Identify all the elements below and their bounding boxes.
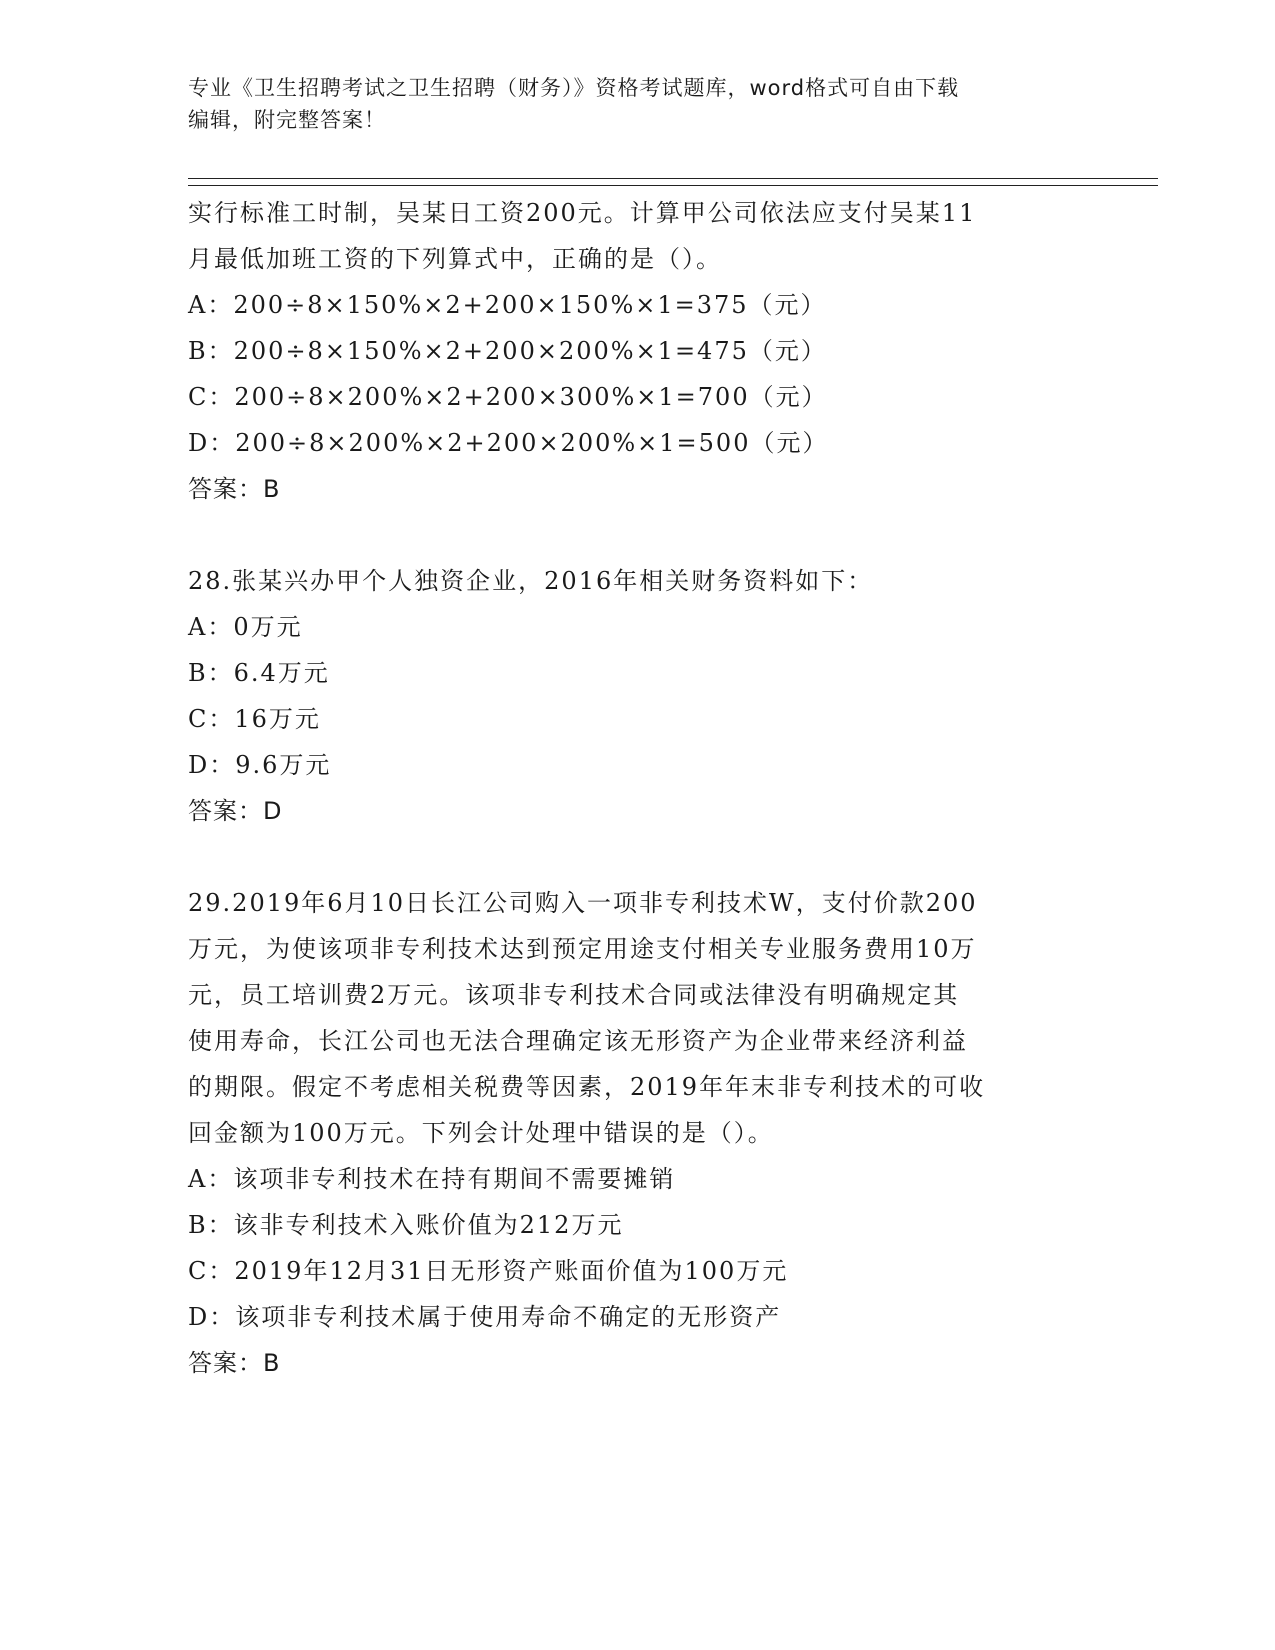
option-d: D：该项非专利技术属于使用寿命不确定的无形资产: [188, 1303, 782, 1331]
document-header: [188, 72, 1068, 136]
option-c: C：200÷8×200%×2+200×300%×1=700（元）: [188, 383, 828, 411]
answer-label: 答案：B: [188, 1349, 281, 1377]
option-b: B：该非专利技术入账价值为212万元: [188, 1211, 624, 1239]
question-stem-line: 的期限。假定不考虑相关税费等因素，2019年年末非专利技术的可收: [188, 1073, 986, 1101]
option-b: B：200÷8×150%×2+200×200%×1=475（元）: [188, 337, 827, 365]
header-rule-top: [188, 178, 1158, 179]
answer-label: 答案：B: [188, 475, 281, 503]
option-d: D：9.6万元: [188, 751, 332, 779]
spacer: [188, 512, 1088, 558]
question-27: [188, 190, 1088, 512]
option-a: A：该项非专利技术在持有期间不需要摊销: [188, 1165, 676, 1193]
answer-label: 答案：D: [188, 797, 283, 825]
question-stem-line: 使用寿命，长江公司也无法合理确定该无形资产为企业带来经济利益: [188, 1027, 968, 1055]
question-list: [188, 190, 1088, 1386]
header-line-1: 专业《卫生招聘考试之卫生招聘（财务）》资格考试题库，word格式可自由下载: [188, 76, 960, 100]
question-29: [188, 880, 1088, 1386]
question-stem-line: 万元，为使该项非专利技术达到预定用途支付相关专业服务费用10万: [188, 935, 977, 963]
option-a: A：200÷8×150%×2+200×150%×1=375（元）: [188, 291, 827, 319]
option-b: B：6.4万元: [188, 659, 330, 687]
question-stem-line: 28.张某兴办甲个人独资企业，2016年相关财务资料如下：: [188, 567, 874, 595]
option-c: C：16万元: [188, 705, 321, 733]
option-a: A：0万元: [188, 613, 303, 641]
header-rule-bottom: [188, 185, 1158, 186]
option-c: C：2019年12月31日无形资产账面价值为100万元: [188, 1257, 789, 1285]
question-stem-line: 实行标准工时制，吴某日工资200元。计算甲公司依法应支付吴某11: [188, 199, 977, 227]
question-28: [188, 558, 1088, 834]
header-line-2: 编辑，附完整答案！: [188, 108, 386, 132]
question-stem-line: 元，员工培训费2万元。该项非专利技术合同或法律没有明确规定其: [188, 981, 960, 1009]
question-stem-line: 月最低加班工资的下列算式中，正确的是（）。: [188, 245, 722, 273]
question-stem-line: 回金额为100万元。下列会计处理中错误的是（）。: [188, 1119, 774, 1147]
spacer: [188, 834, 1088, 880]
question-stem-line: 29.2019年6月10日长江公司购入一项非专利技术W，支付价款200: [188, 889, 978, 917]
option-d: D：200÷8×200%×2+200×200%×1=500（元）: [188, 429, 829, 457]
